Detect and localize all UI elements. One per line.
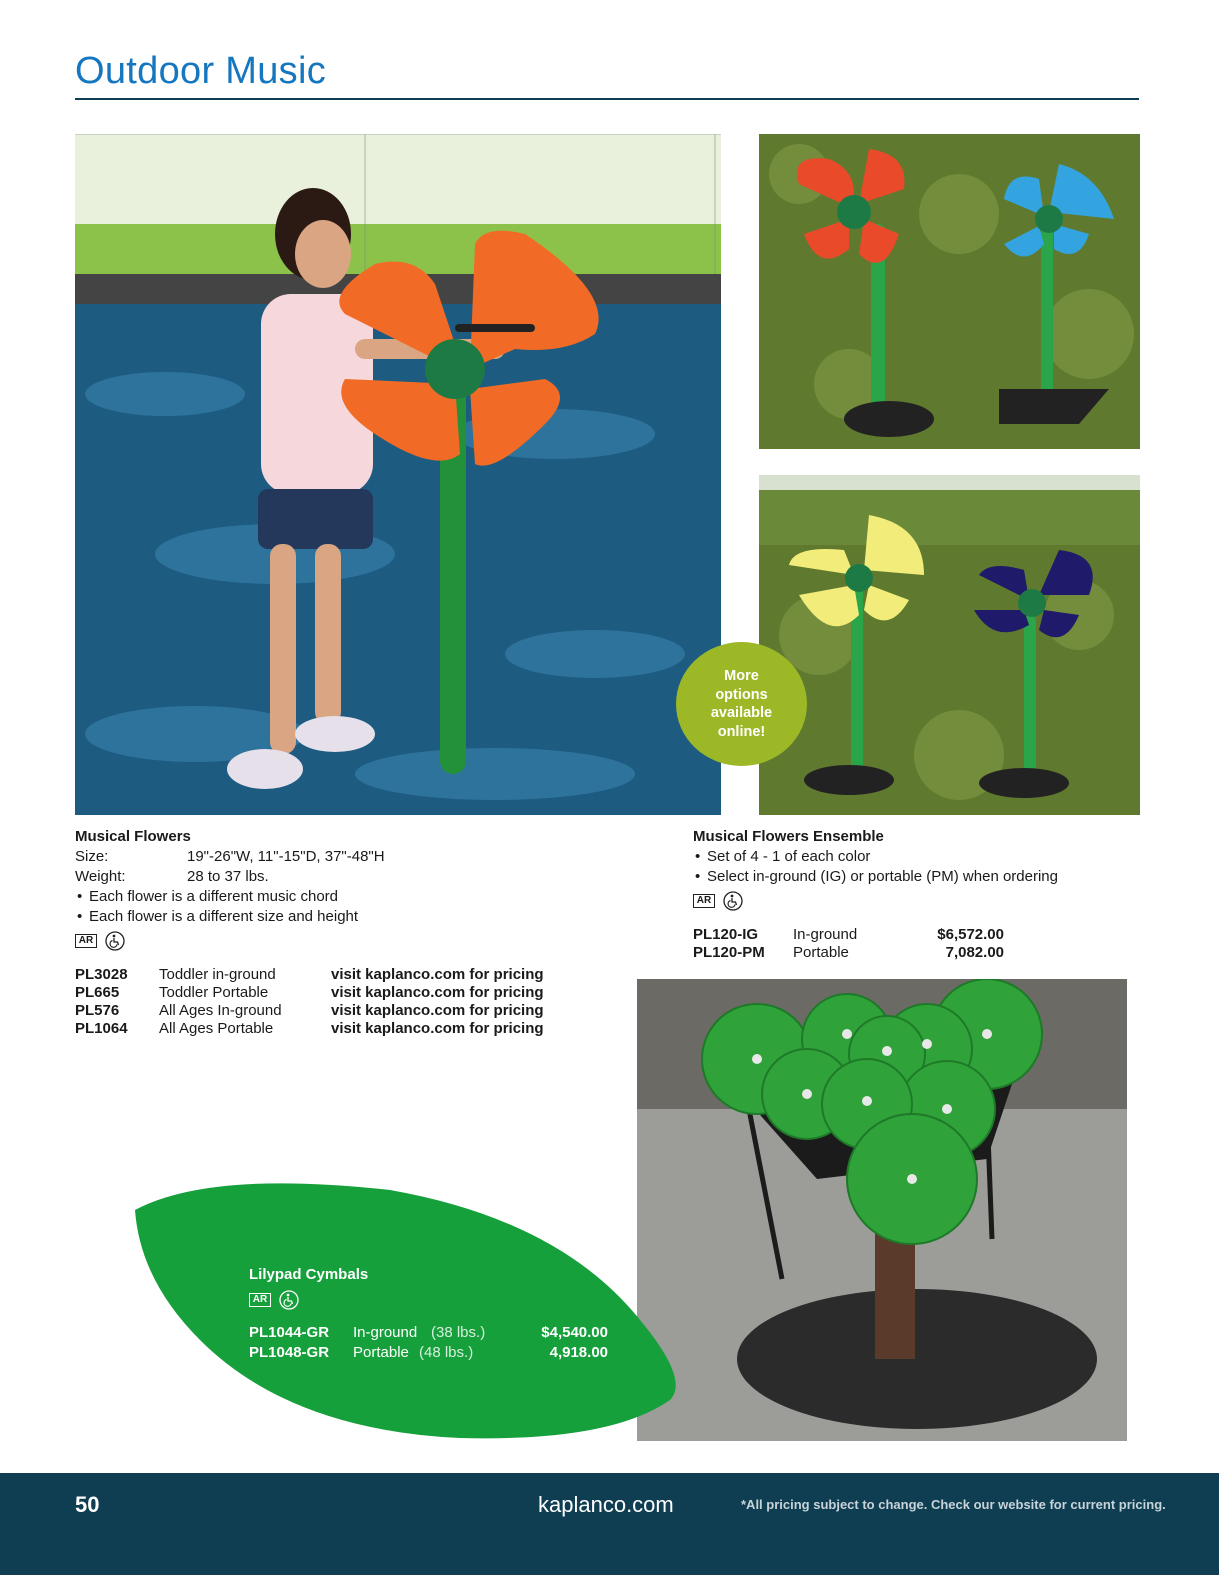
pricing-link[interactable]: visit kaplanco.com for pricing [331,1020,544,1037]
item-desc: Portable [353,1344,409,1361]
spec-row [75,847,575,867]
lilypad-cymbals-photo [637,979,1127,1441]
item-desc: Portable [793,944,849,961]
lilypad-section [249,1266,619,1363]
item-desc: Toddler in-ground [159,966,276,983]
spec-label: Weight: [75,868,126,885]
ar-icon: AR [693,894,715,908]
musical-flowers-section [75,828,575,1038]
ensemble-photo-2 [759,475,1140,815]
list-item: • Each flower is a different size and height [75,907,575,927]
lilypad-heading: Lilypad Cymbals [249,1266,369,1283]
sku: PL1064 [75,1020,128,1037]
ar-icon: AR [249,1293,271,1307]
musical-flowers-heading: Musical Flowers [75,828,191,845]
sku: PL576 [75,1002,120,1019]
table-row [75,984,575,1002]
sku: PL120-IG [693,926,759,943]
spec-value: 28 to 37 lbs. [187,868,269,885]
ensemble-section [693,828,1133,962]
table-row [249,1323,619,1343]
sku-table [693,926,1133,962]
sku: PL120-PM [693,944,765,961]
ensemble-feature-list [693,847,1133,887]
spec-row [75,867,575,887]
feature-icons [249,1289,619,1311]
page-footer [0,1473,1219,1575]
price: 4,918.00 [549,1344,608,1361]
pricing-link[interactable]: visit kaplanco.com for pricing [331,1002,544,1019]
website-link[interactable]: kaplanco.com [538,1492,674,1517]
pricing-link[interactable]: visit kaplanco.com for pricing [331,966,544,983]
page-title: Outdoor Music [75,50,326,92]
sku-table [75,966,575,1038]
sku: PL1048-GR [249,1344,330,1361]
sku-table [249,1323,619,1363]
feature-icons [693,890,1133,912]
item-desc: In-ground [793,926,858,943]
table-row [693,926,1133,944]
pricing-disclaimer: *All pricing subject to change. Check our website for current pricing. [741,1497,1166,1512]
badge-line: options [715,686,768,703]
ensemble-heading: Musical Flowers Ensemble [693,828,884,845]
item-weight: (38 lbs.) [431,1324,486,1341]
list-item: • Each flower is a different music chord [75,887,575,907]
more-options-badge[interactable] [676,642,807,766]
sku: PL1044-GR [249,1324,330,1341]
table-row [249,1343,619,1363]
feature-icons [75,930,575,952]
wheelchair-accessible-icon [723,891,743,911]
price: $6,572.00 [937,926,1004,943]
spec-label: Size: [75,848,109,865]
badge-line: online! [717,723,766,740]
item-weight: (48 lbs.) [419,1344,474,1361]
list-item: • Select in-ground (IG) or portable (PM) when ordering [693,867,1133,887]
table-row [75,1002,575,1020]
item-desc: All Ages Portable [159,1020,274,1037]
price: $4,540.00 [541,1324,608,1341]
table-row [75,966,575,984]
price: 7,082.00 [945,944,1004,961]
sku: PL665 [75,984,120,1001]
wheelchair-accessible-icon [279,1290,299,1310]
wheelchair-accessible-icon [105,931,125,951]
feature-list [75,887,575,927]
musical-flowers-photo [75,134,721,815]
badge-line: available [710,705,773,721]
sku: PL3028 [75,966,128,983]
ensemble-photo-1 [759,134,1140,449]
item-desc: Toddler Portable [159,984,269,1001]
ar-icon: AR [75,934,97,948]
spec-value: 19"-26"W, 11"-15"D, 37"-48"H [187,848,385,865]
badge-line: More [724,668,759,684]
list-item: • Set of 4 - 1 of each color [693,847,1133,867]
item-desc: In-ground [353,1324,418,1341]
pricing-link[interactable]: visit kaplanco.com for pricing [331,984,544,1001]
item-desc: All Ages In-ground [159,1002,282,1019]
title-divider [75,98,1139,100]
table-row [693,944,1133,962]
page-number: 50 [75,1492,100,1517]
table-row [75,1020,575,1038]
